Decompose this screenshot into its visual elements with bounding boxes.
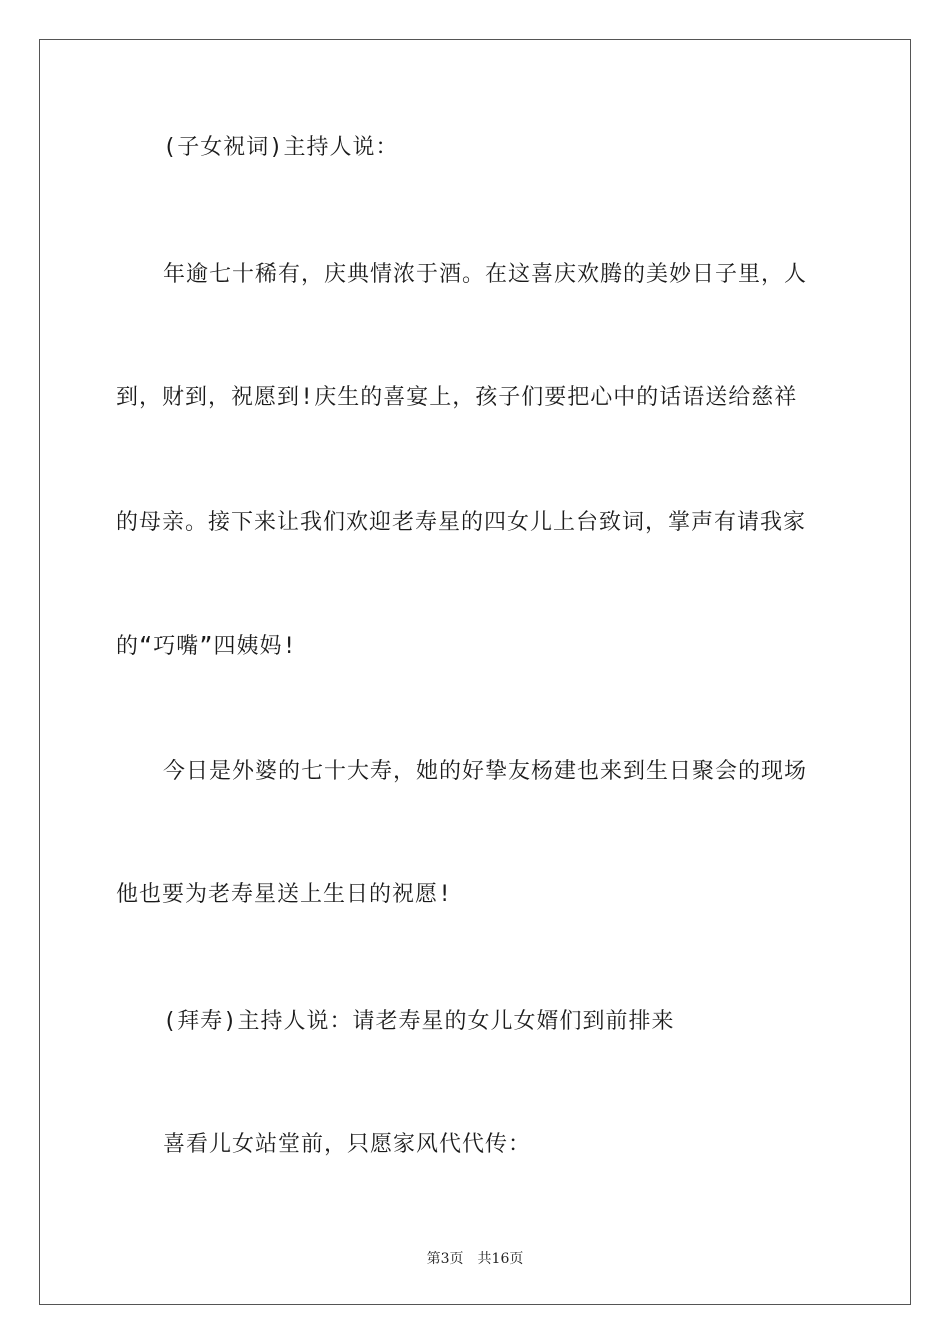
paragraph-line: 喜看儿女站堂前，只愿家风代代传：: [163, 1132, 532, 1157]
paragraph-line: 的母亲。接下来让我们欢迎老寿星的四女儿上台致词，掌声有请我家: [116, 510, 807, 535]
page-border: [39, 39, 911, 1305]
page-footer: [0, 1248, 950, 1268]
paragraph-line: 的“巧嘴”四姨妈!: [116, 634, 297, 659]
page-number: 第3页: [426, 1251, 464, 1267]
paragraph-line: 到，财到，祝愿到!庆生的喜宴上，孩子们要把心中的话语送给慈祥: [116, 385, 798, 410]
paragraph-line: (子女祝词)主持人说：: [163, 135, 399, 160]
paragraph-line: 他也要为老寿星送上生日的祝愿!: [116, 882, 453, 907]
paragraph-line: 今日是外婆的七十大寿，她的好挚友杨建也来到生日聚会的现场: [163, 759, 808, 784]
paragraph-line: (拜寿)主持人说：请老寿星的女儿女婿们到前排来: [163, 1009, 675, 1034]
page-total: 共16页: [477, 1251, 524, 1267]
paragraph-line: 年逾七十稀有，庆典情浓于酒。在这喜庆欢腾的美妙日子里，人: [163, 262, 808, 287]
